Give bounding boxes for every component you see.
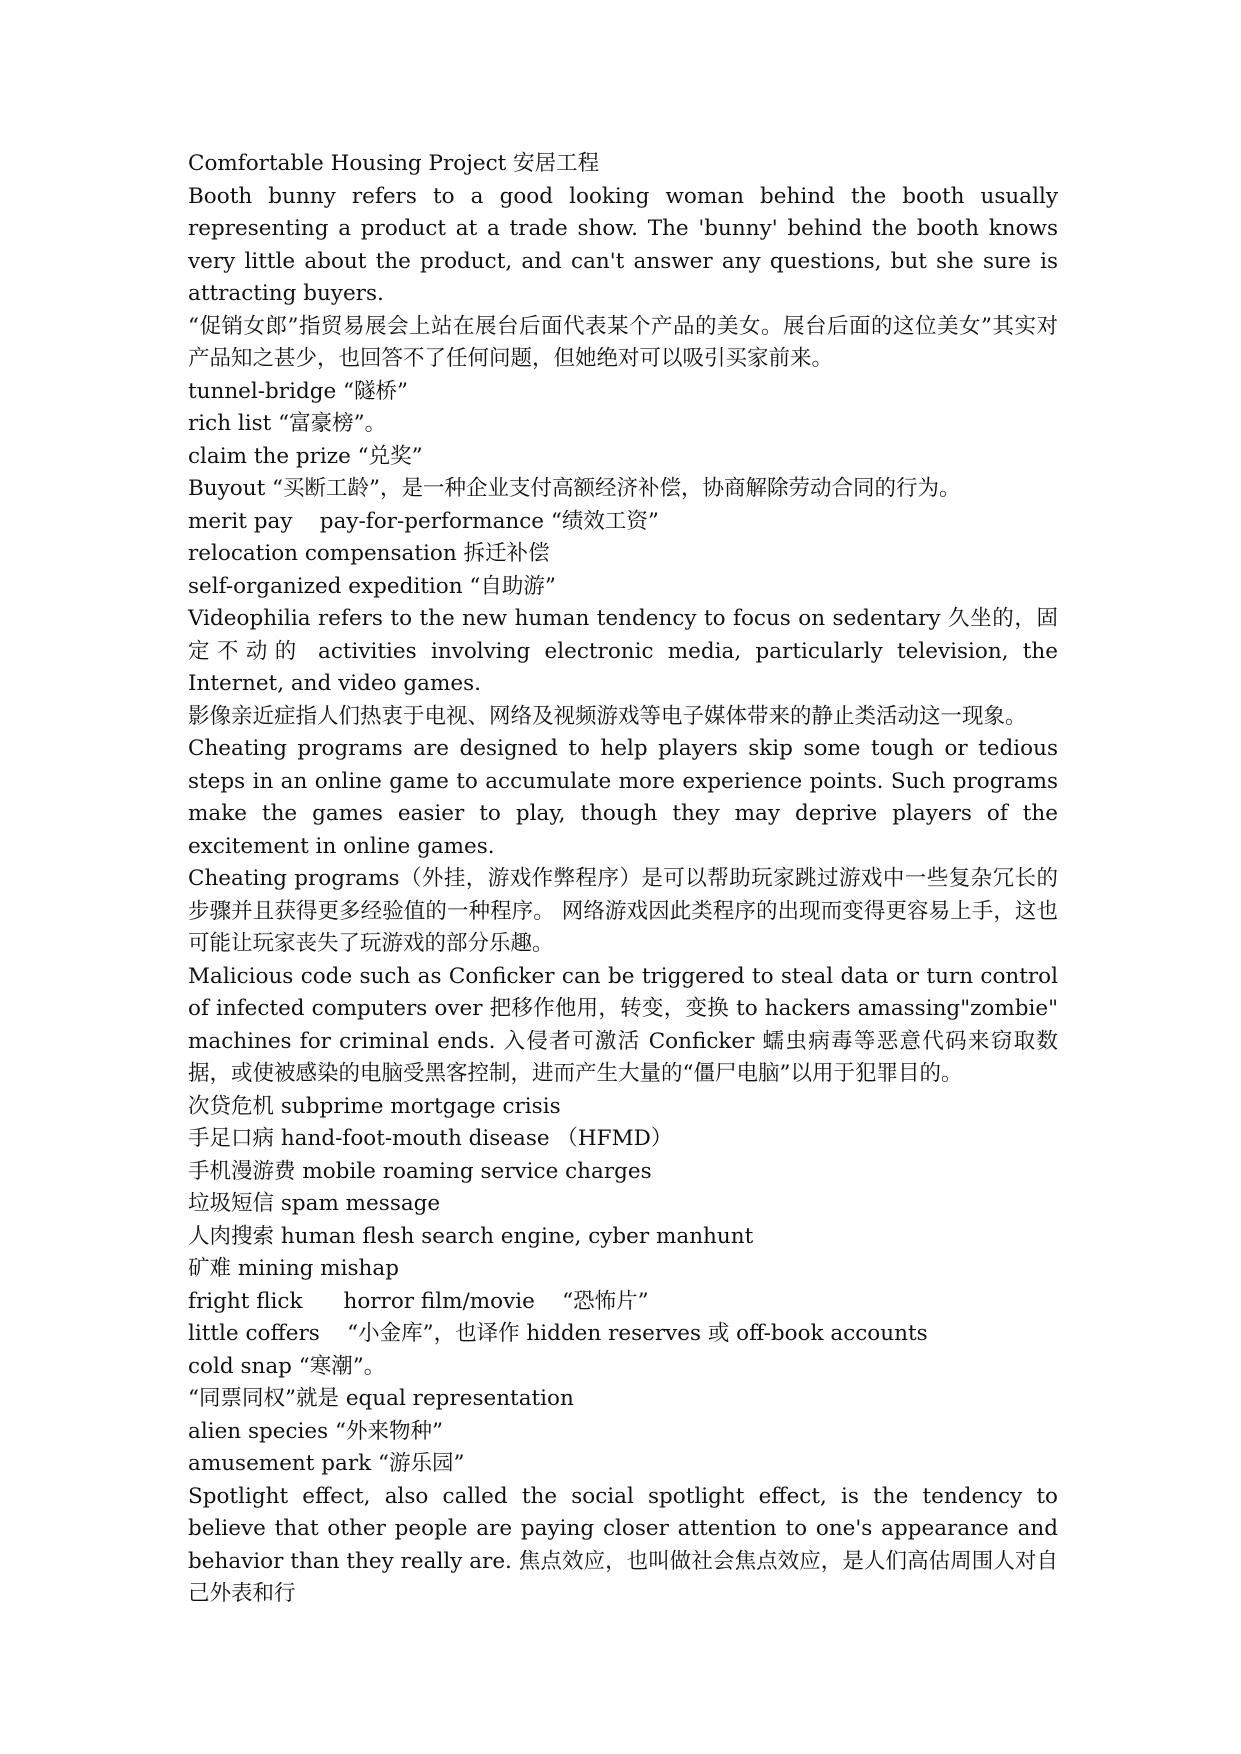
paragraph: rich list “富豪榜”。	[188, 411, 387, 436]
paragraph-title: Comfortable Housing Project 安居工程	[188, 151, 600, 176]
paragraph: alien species “外来物种”	[188, 1418, 443, 1444]
paragraph: little coffers “小金库”，也译作 hidden reserves 或 off-book accounts	[188, 1321, 928, 1346]
paragraph: 人肉搜索 human flesh search engine, cyber manhunt	[188, 1223, 754, 1249]
paragraph: Booth bunny refers to a good looking woman behind the booth usually representing a product at a trade show. The 'bunny' behind the booth knows very little about the product, and can't answer any questions, but she sure is attracting buyers.	[188, 183, 1058, 306]
paragraph: Spotlight effect, also called the social spotlight effect, is the tendency to believe that other people are paying closer attention to one's appearance and behavior than they really are. 焦点效应，也叫做社会焦点效应，是人们高估周围人对自己外表和行	[188, 1483, 1058, 1606]
paragraph: 次贷危机 subprime mortgage crisis	[188, 1093, 561, 1119]
paragraph: 手机漫游费 mobile roaming service charges	[188, 1158, 652, 1184]
paragraph: claim the prize “兑奖”	[188, 443, 423, 469]
paragraph: 手足口病 hand-foot-mouth disease （HFMD）	[188, 1126, 673, 1151]
paragraph: fright flick horror film/movie “恐怖片”	[188, 1288, 649, 1314]
paragraph: cold snap “寒潮”。	[188, 1353, 386, 1379]
paragraph: Buyout “买断工龄”，是一种企业支付高额经济补偿，协商解除劳动合同的行为。	[188, 476, 961, 501]
paragraph: merit pay pay-for-performance “绩效工资”	[188, 508, 659, 534]
paragraph: “促销女郎”指贸易展会上站在展台后面代表某个产品的美女。展台后面的这位美女”其实对产品知之甚少，也回答不了任何问题，但她绝对可以吸引买家前来。	[188, 313, 1058, 371]
document-body	[188, 148, 1058, 1611]
paragraph: 矿难 mining mishap	[188, 1256, 399, 1281]
paragraph: Videophilia refers to the new human tendency to focus on sedentary 久坐的，固定不动的 activities involving electronic media, particularly television, the Internet, and video games.	[188, 606, 1058, 696]
paragraph: amusement park “游乐园”	[188, 1451, 465, 1476]
paragraph: relocation compensation 拆迁补偿	[188, 541, 550, 566]
paragraph: Cheating programs（外挂，游戏作弊程序）是可以帮助玩家跳过游戏中一些复杂冗长的步骤并且获得更多经验值的一种程序。 网络游戏因此类程序的出现而变得更容易上手，这也可能让玩家丧失了玩游戏的部分乐趣。	[188, 866, 1058, 956]
paragraph: 影像亲近症指人们热衷于电视、网络及视频游戏等电子媒体带来的静止类活动这一现象。	[188, 703, 1027, 729]
paragraph: Cheating programs are designed to help players skip some tough or tedious steps in an online game to accumulate more experience points. Such programs make the games easier to play, though they may deprive players of the excitement in online games.	[188, 736, 1058, 859]
paragraph: “同票同权”就是 equal representation	[188, 1386, 574, 1411]
paragraph: Malicious code such as Conficker can be triggered to steal data or turn control of infected computers over 把移作他用，转变，变换 to hackers amassing"zombie" machines for criminal ends. 入侵者可激活 Conficker 蠕虫病毒等恶意代码来窃取数据，或使被感染的电脑受黑客控制，进而产生大量的“僵尸电脑”以用于犯罪目的。	[188, 963, 1058, 1086]
paragraph: self-organized expedition “自助游”	[188, 573, 556, 599]
paragraph: tunnel-bridge “隧桥”	[188, 378, 409, 404]
paragraph: 垃圾短信 spam message	[188, 1191, 441, 1216]
